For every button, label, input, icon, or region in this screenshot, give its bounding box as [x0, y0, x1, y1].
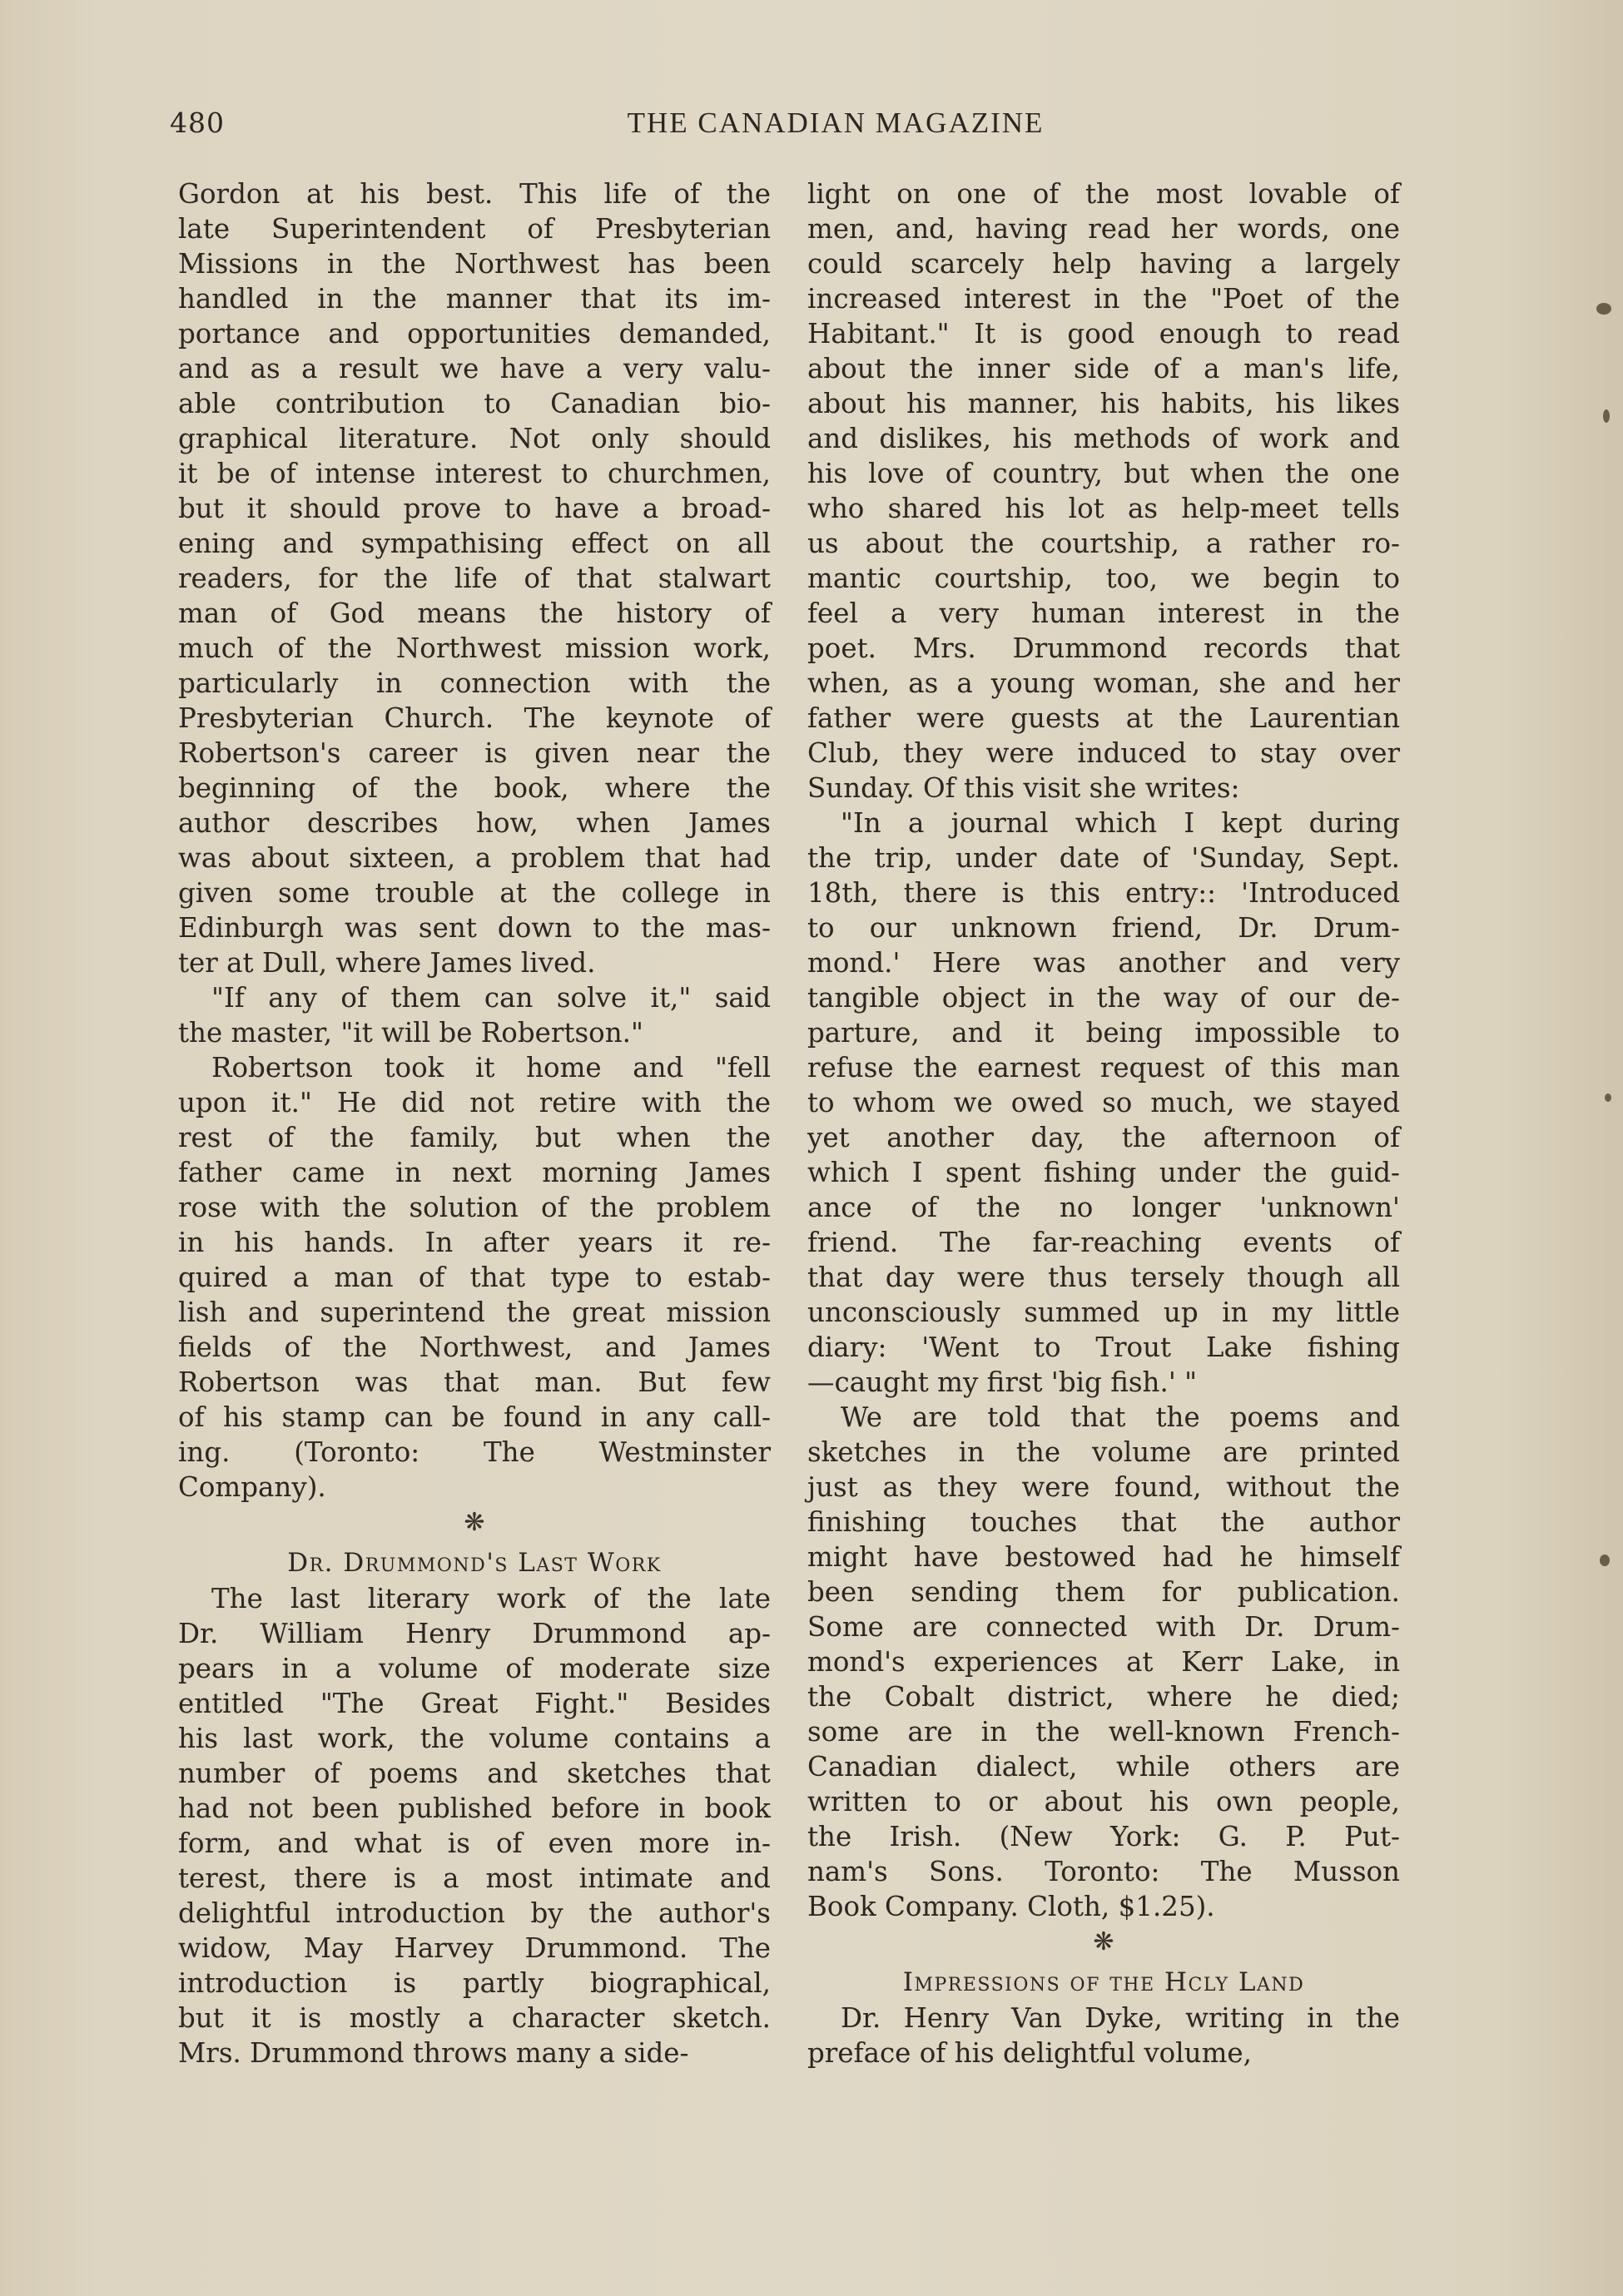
text-line: Robertson took it home and "fell — [211, 1052, 771, 1084]
section-ornament: ❋ — [464, 1508, 485, 1537]
text-line: portance and opportunities demanded, — [178, 318, 771, 350]
text-line: Sunday. Of this visit she writes: — [807, 772, 1240, 804]
text-line: much of the Northwest mission work, — [178, 632, 771, 664]
text-line: Gordon at his best. This life of the — [178, 178, 771, 210]
page-number: 480 — [170, 107, 225, 139]
text-line: the trip, under date of 'Sunday, Sept. — [807, 842, 1400, 874]
text-line: when, as a young woman, she and her — [807, 667, 1400, 699]
text-line: parture, and it being impossible to — [807, 1017, 1400, 1049]
text-line: graphical literature. Not only should — [178, 423, 771, 454]
text-line: been sending them for publication. — [807, 1576, 1400, 1608]
text-line: about the inner side of a man's life, — [807, 353, 1400, 384]
text-line: Dr. William Henry Drummond ap- — [178, 1618, 771, 1649]
text-line: Dr. Henry Van Dyke, writing in the — [841, 2002, 1400, 2034]
text-line: the Irish. (New York: G. P. Put- — [807, 1821, 1400, 1852]
text-line: and dislikes, his methods of work and — [807, 423, 1400, 454]
paper-spot — [1600, 1555, 1610, 1566]
text-line: refuse the earnest request of this man — [807, 1052, 1400, 1084]
text-line: some are in the well-known French- — [807, 1716, 1400, 1748]
text-line: ing. (Toronto: The Westminster — [178, 1436, 771, 1468]
text-line: Robertson was that man. But few — [178, 1366, 771, 1398]
text-line: nam's Sons. Toronto: The Musson — [807, 1856, 1400, 1887]
left-column — [178, 176, 771, 2070]
text-line: light on one of the most lovable of — [807, 178, 1400, 210]
text-line: widow, May Harvey Drummond. The — [178, 1932, 771, 1964]
text-line: increased interest in the "Poet of the — [807, 283, 1400, 315]
text-line: beginning of the book, where the — [178, 772, 771, 804]
text-line: The last literary work of the late — [211, 1583, 771, 1614]
text-line: father were guests at the Laurentian — [807, 702, 1400, 734]
text-line: terest, there is a most intimate and — [178, 1862, 771, 1894]
text-line: number of poems and sketches that — [178, 1758, 771, 1789]
text-line: lish and superintend the great mission — [178, 1297, 771, 1328]
paragraph-poems-sketches — [807, 1400, 1400, 1924]
text-line: the Cobalt district, where he died; — [807, 1681, 1400, 1713]
paragraph-robertson-life — [178, 176, 771, 980]
text-line: entitled "The Great Fight." Besides — [178, 1688, 771, 1719]
paragraph-van-dyke — [807, 2001, 1400, 2070]
text-line: We are told that the poems and — [841, 1401, 1400, 1433]
text-line: us about the courtship, a rather ro- — [807, 528, 1400, 559]
paragraph-master-quote — [178, 980, 771, 1050]
text-line: could scarcely help having a largely — [807, 248, 1400, 280]
text-line: Presbyterian Church. The keynote of — [178, 702, 771, 734]
text-line: fields of the Northwest, and James — [178, 1331, 771, 1363]
paper-spot — [1605, 1093, 1611, 1102]
section-heading-drummond: Dr. Drummond's Last Work — [287, 1548, 662, 1578]
text-line: 18th, there is this entry:: 'Introduced — [807, 877, 1400, 909]
text-line: Club, they were induced to stay over — [807, 737, 1400, 769]
text-line: men, and, having read her words, one — [807, 213, 1400, 245]
paper-spot — [1596, 303, 1611, 315]
text-line: that day were thus tersely though all — [807, 1262, 1400, 1293]
text-line: written to or about his own people, — [807, 1786, 1400, 1817]
text-line: preface of his delightful volume, — [807, 2037, 1252, 2069]
text-line: friend. The far-reaching events of — [807, 1227, 1400, 1258]
text-line: given some trouble at the college in — [178, 877, 771, 909]
text-line: mond's experiences at Kerr Lake, in — [807, 1646, 1400, 1678]
text-line: had not been published before in book — [178, 1793, 771, 1824]
paragraph-robertson-solution — [178, 1050, 771, 1505]
text-line: Mrs. Drummond throws many a side- — [178, 2037, 689, 2069]
text-line: diary: 'Went to Trout Lake fishing — [807, 1331, 1400, 1363]
text-line: handled in the manner that its im- — [178, 283, 771, 315]
text-line: to our unknown friend, Dr. Drum- — [807, 912, 1400, 944]
text-line: father came in next morning James — [178, 1157, 771, 1188]
text-line: the master, "it will be Robertson." — [178, 1017, 643, 1049]
paragraph-poet-habitant — [807, 176, 1400, 806]
text-line: pears in a volume of moderate size — [178, 1653, 771, 1684]
text-line: feel a very human interest in the — [807, 598, 1400, 629]
text-line: his last work, the volume contains a — [178, 1723, 771, 1754]
text-line: it be of intense interest to churchmen, — [178, 458, 771, 489]
text-line: Some are connected with Dr. Drum- — [807, 1611, 1400, 1643]
text-line: rose with the solution of the problem — [178, 1192, 771, 1223]
paragraph-drummond-work — [178, 1581, 771, 2070]
text-line: rest of the family, but when the — [178, 1122, 771, 1153]
text-line: Edinburgh was sent down to the mas- — [178, 912, 771, 944]
text-line: unconsciously summed up in my little — [807, 1297, 1400, 1328]
text-line: Robertson's career is given near the — [178, 737, 771, 769]
text-line: upon it." He did not retire with the — [178, 1087, 771, 1118]
text-line: to whom we owed so much, we stayed — [807, 1087, 1400, 1118]
text-line: Company). — [178, 1471, 326, 1503]
text-line: able contribution to Canadian bio- — [178, 388, 771, 419]
section-ornament: ❋ — [1093, 1927, 1114, 1956]
text-line: mond.' Here was another and very — [807, 947, 1400, 979]
text-line: Book Company. Cloth, $1.25). — [807, 1891, 1215, 1922]
text-line: but it should prove to have a broad- — [178, 493, 771, 524]
text-line: and as a result we have a very valu- — [178, 353, 771, 384]
text-line: ter at Dull, where James lived. — [178, 947, 596, 979]
text-line: sketches in the volume are printed — [807, 1436, 1400, 1468]
paper-spot — [1603, 409, 1610, 423]
text-line: finishing touches that the author — [807, 1506, 1400, 1538]
text-line: Canadian dialect, while others are — [807, 1751, 1400, 1783]
text-line: introduction is partly biographical, — [178, 1967, 771, 1999]
section-heading-holy-land: Impressions of the Hcly Land — [902, 1967, 1305, 1997]
text-line: which I spent fishing under the guid- — [807, 1157, 1400, 1188]
text-line: might have bestowed had he himself — [807, 1541, 1400, 1573]
magazine-title: THE CANADIAN MAGAZINE — [627, 107, 1045, 139]
text-line: author describes how, when James — [178, 807, 771, 839]
paragraph-journal-quote — [807, 806, 1400, 1400]
text-line: was about sixteen, a problem that had — [178, 842, 771, 874]
running-head — [170, 107, 1390, 143]
text-line: ening and sympathising effect on all — [178, 528, 771, 559]
text-line: readers, for the life of that stalwart — [178, 563, 771, 594]
text-line: Habitant." It is good enough to read — [807, 318, 1400, 350]
text-line: late Superintendent of Presbyterian — [178, 213, 771, 245]
text-line: yet another day, the afternoon of — [807, 1122, 1400, 1153]
text-line: "In a journal which I kept during — [841, 807, 1400, 839]
text-line: particularly in connection with the — [178, 667, 771, 699]
text-line: but it is mostly a character sketch. — [178, 2002, 771, 2034]
text-line: about his manner, his habits, his likes — [807, 388, 1400, 419]
text-line: tangible object in the way of our de- — [807, 982, 1400, 1014]
text-line: —caught my first 'big fish.' " — [807, 1366, 1198, 1398]
text-line: mantic courtship, too, we begin to — [807, 563, 1400, 594]
text-line: of his stamp can be found in any call- — [178, 1401, 771, 1433]
text-line: Missions in the Northwest has been — [178, 248, 771, 280]
text-line: in his hands. In after years it re- — [178, 1227, 771, 1258]
text-line: "If any of them can solve it," said — [211, 982, 771, 1014]
text-line: form, and what is of even more in- — [178, 1827, 771, 1859]
text-line: just as they were found, without the — [807, 1471, 1400, 1503]
text-line: quired a man of that type to estab- — [178, 1262, 771, 1293]
text-line: poet. Mrs. Drummond records that — [807, 632, 1400, 664]
text-line: his love of country, but when the one — [807, 458, 1400, 489]
text-line: man of God means the history of — [178, 598, 771, 629]
text-line: delightful introduction by the author's — [178, 1897, 771, 1929]
right-column — [807, 176, 1400, 2070]
text-line: ance of the no longer 'unknown' — [807, 1192, 1400, 1223]
text-line: who shared his lot as help-meet tells — [807, 493, 1400, 524]
